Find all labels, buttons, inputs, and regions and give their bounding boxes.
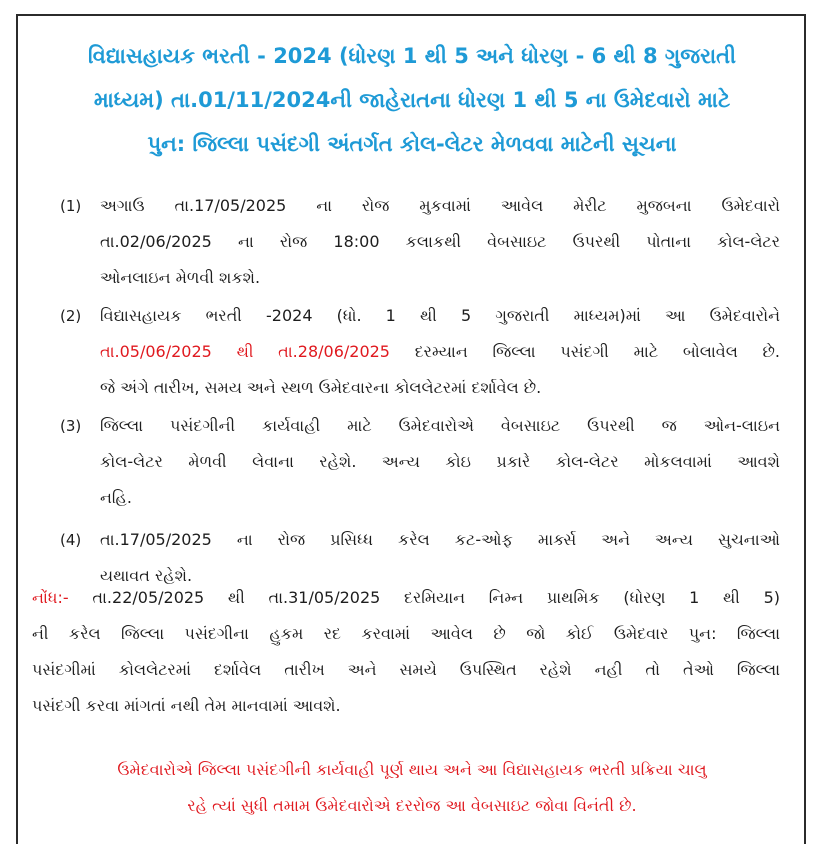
note-line: પસંદગી કરવા માંગતાં નથી તેમ માનવામાં આવશે. <box>32 696 341 715</box>
note-section <box>32 580 780 724</box>
title-line: વિદ્યાસહાયક ભરતી - 2024 (ધોરણ 1 થી 5 અને ધોરણ - 6 થી 8 ગુજરાતી <box>87 44 737 68</box>
note-line: પસંદગીમાં કોલલેટરમાં દર્શાવેલ તારીખ અને સમયે ઉપસ્થિત રહેશે નહી તો તેઓ જિલ્લા <box>32 660 780 679</box>
list-item <box>60 298 780 406</box>
item-line: નહિ. <box>100 488 132 507</box>
item-line <box>100 334 780 370</box>
footer-line: ઉમેદવારોએ જિલ્લા પસંદગીની કાર્યવાહી પૂર્ણ થાય અને આ વિદ્યાસહાયક ભરતી પ્રક્રિયા ચાલુ <box>117 760 707 779</box>
item-line: ઓનલાઇન મેળવી શકશે. <box>100 268 261 287</box>
item-number: (1) <box>60 197 82 215</box>
title-line: પુન: જિલ્લા પસંદગી અંતર્ગત કોલ-લેટર મેળવવા માટેની સૂચના <box>147 132 677 156</box>
notice-title <box>30 34 794 166</box>
list-item <box>60 408 780 516</box>
item-line: યથાવત રહેશે. <box>100 566 193 585</box>
note-line <box>32 580 780 616</box>
date-range-highlight: તા.05/06/2025 થી તા.28/06/2025 <box>100 342 390 361</box>
item-line: તા.17/05/2025 ના રોજ પ્રસિધ્ધ કરેલ કટ-ઓફ માર્ક્સ અને અન્ય સુચનાઓ <box>100 530 780 549</box>
item-line: જિલ્લા પસંદગીની કાર્યવાહી માટે ઉમેદવારોએ વેબસાઇટ ઉપરથી જ ઓન-લાઇન <box>100 416 780 435</box>
item-line: તા.02/06/2025 ના રોજ 18:00 કલાકથી વેબસાઇટ ઉપરથી પોતાના કોલ-લેટર <box>100 232 780 251</box>
note-line-rest: તા.22/05/2025 થી તા.31/05/2025 દરમિયાન નિમ્ન પ્રાથમિક (ધોરણ 1 થી 5) <box>68 588 780 607</box>
note-line: ની કરેલ જિલ્લા પસંદગીના હુકમ રદ કરવામાં આવેલ છે જો કોઈ ઉમેદવાર પુન: જિલ્લા <box>32 624 780 643</box>
item-line: જે અંગે તારીખ, સમય અને સ્થળ ઉમેદવારના કોલલેટરમાં દર્શાવેલ છે. <box>100 378 542 397</box>
instruction-list <box>60 188 780 596</box>
item-line: વિદ્યાસહાયક ભરતી -2024 (ધો. 1 થી 5 ગુજરાતી માધ્યમ)માં આ ઉમેદવારોને <box>100 306 780 325</box>
item-line: અગાઉ તા.17/05/2025 ના રોજ મુકવામાં આવેલ મેરીટ મુજબના ઉમેદવારો <box>100 196 780 215</box>
note-label: નોંધ:- <box>32 588 69 607</box>
item-number: (4) <box>60 531 82 549</box>
list-item <box>60 188 780 296</box>
footer-request <box>20 752 804 824</box>
footer-line: રહે ત્યાં સુધી તમામ ઉમેદવારોએ દરરોજ આ વેબસાઇટ જોવા વિનંતી છે. <box>187 796 637 815</box>
item-line-rest: દરમ્યાન જિલ્લા પસંદગી માટે બોલાવેલ છે. <box>390 342 781 361</box>
item-line: કોલ-લેટર મેળવી લેવાના રહેશે. અન્ય કોઇ પ્રકારે કોલ-લેટર મોકલવામાં આવશે <box>100 452 780 471</box>
item-number: (2) <box>60 307 82 325</box>
item-number: (3) <box>60 417 82 435</box>
title-line: માધ્યમ) તા.01/11/2024ની જાહેરાતના ધોરણ 1 થી 5 ના ઉમેદવારો માટે <box>93 88 731 112</box>
